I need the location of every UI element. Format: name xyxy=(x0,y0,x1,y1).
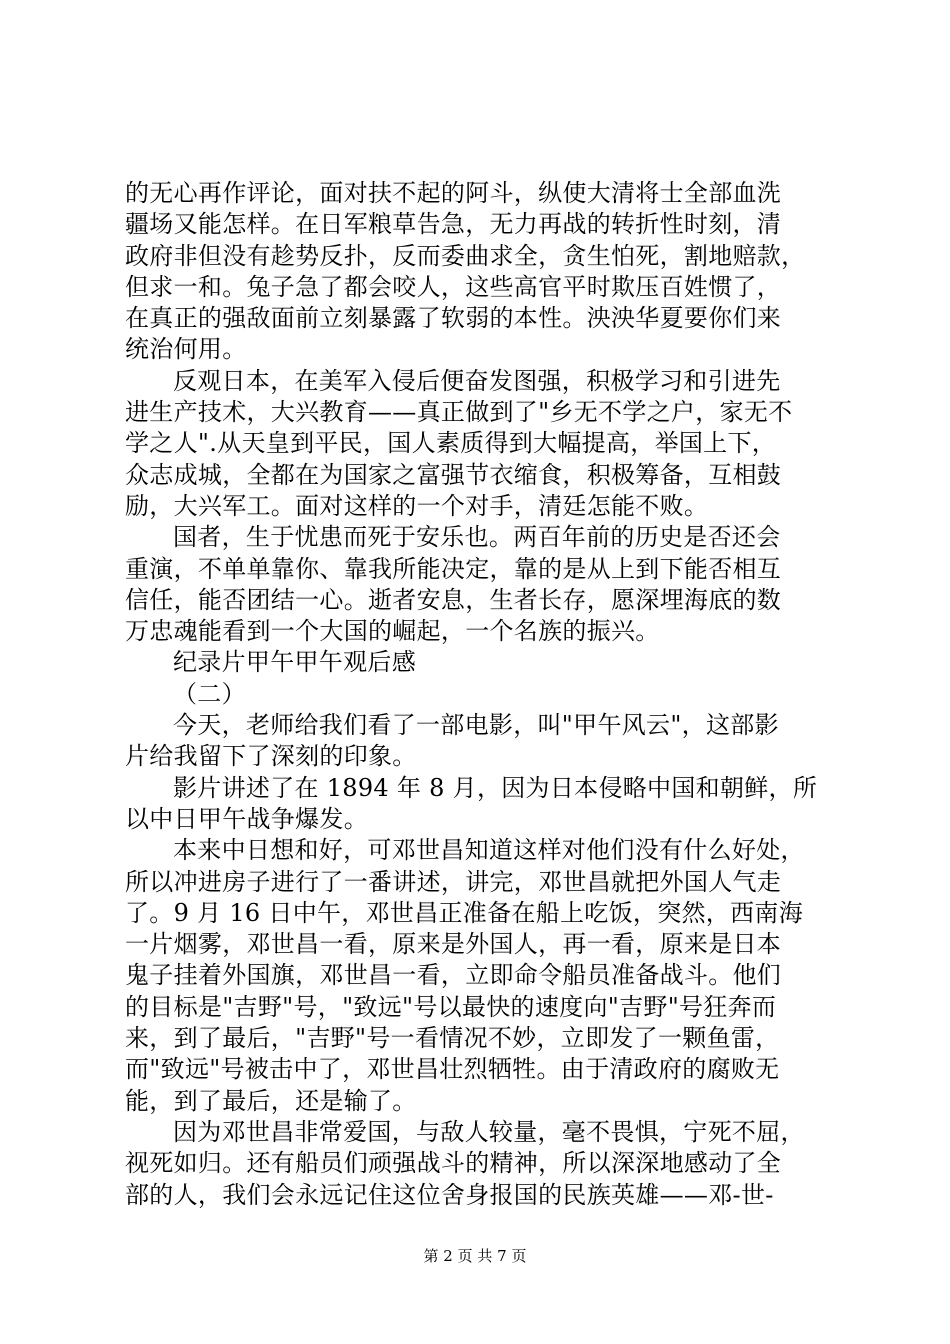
text-line: 影片讲述了在 1894 年 8 月，因为日本侵略中国和朝鲜，所 xyxy=(173,773,818,802)
text-line: 进生产技术，大兴教育——真正做到了"乡无不学之户，家无不 xyxy=(125,398,793,427)
text-line: 片给我留下了深刻的印象。 xyxy=(125,742,417,771)
text-line: 学之人".从天皇到平民，国人素质得到大幅提高，举国上下， xyxy=(125,429,777,458)
text-line: 统治何用。 xyxy=(125,335,247,364)
text-line: 以中日甲午战争爆发。 xyxy=(125,804,368,833)
text-line: 政府非但没有趁势反扑，反而委曲求全，贪生怕死，割地赔款， xyxy=(125,241,806,270)
paragraph-battle xyxy=(125,835,835,1117)
text-line: 但求一和。兔子急了都会咬人，这些高官平时欺压百姓惯了， xyxy=(125,272,782,301)
paragraph-japan xyxy=(125,366,835,522)
text-line: 所以冲进房子进行了一番讲述，讲完，邓世昌就把外国人气走 xyxy=(125,867,782,896)
paragraph-continuation xyxy=(125,178,835,366)
text-line: （二） xyxy=(173,679,246,708)
text-line: 来，到了最后，"吉野"号一看情况不妙，立即发了一颗鱼雷， xyxy=(125,1024,780,1053)
text-line: 本来中日想和好，可邓世昌知道这样对他们没有什么好处， xyxy=(173,836,805,865)
text-line: 部的人，我们会永远记住这位舍身报国的民族英雄——邓-世- xyxy=(125,1180,774,1209)
text-line: 能，到了最后，还是输了。 xyxy=(125,1086,417,1115)
paragraph-nation xyxy=(125,522,835,647)
text-line: 而"致远"号被击中了，邓世昌壮烈牺牲。由于清政府的腐败无 xyxy=(125,1055,780,1084)
document-body xyxy=(125,178,835,1211)
paragraph-movie xyxy=(125,710,835,773)
text-line: 在真正的强敌面前立刻暴露了软弱的本性。泱泱华夏要你们来 xyxy=(125,304,782,333)
text-line: 疆场又能怎样。在日军粮草告急，无力再战的转折性时刻，清 xyxy=(125,210,782,239)
text-line: 视死如归。还有船员们顽强战斗的精神，所以深深地感动了全 xyxy=(125,1149,782,1178)
text-line: 一片烟雾，邓世昌一看，原来是外国人，再一看，原来是日本 xyxy=(125,930,782,959)
text-line: 万忠魂能看到一个大国的崛起，一个名族的振兴。 xyxy=(125,617,660,646)
text-line: 众志成城，全都在为国家之富强节衣缩食，积极筹备，互相鼓 xyxy=(125,460,782,489)
text-line: 因为邓世昌非常爱国，与敌人较量，毫不畏惧，宁死不屈， xyxy=(173,1117,805,1146)
page-footer: 第 2 页 共 7 页 xyxy=(423,1247,527,1265)
text-line: 的无心再作评论，面对扶不起的阿斗，纵使大清将士全部血洗 xyxy=(125,179,782,207)
text-line: 今天，老师给我们看了一部电影，叫"甲午风云"，这部影 xyxy=(173,711,779,740)
section-number xyxy=(125,679,835,710)
text-line: 信任，能否团结一心。逝者安息，生者长存，愿深埋海底的数 xyxy=(125,585,782,614)
paragraph-plot xyxy=(125,773,835,836)
text-line: 了。9 月 16 日中午，邓世昌正准备在船上吃饭，突然，西南海 xyxy=(125,898,803,927)
text-line: 励，大兴军工。面对这样的一个对手，清廷怎能不败。 xyxy=(125,491,709,520)
text-line: 的目标是"吉野"号，"致远"号以最快的速度向"吉野"号狂奔而 xyxy=(125,992,777,1021)
text-line: 反观日本，在美军入侵后便奋发图强，积极学习和引进先 xyxy=(173,366,781,395)
paragraph-hero xyxy=(125,1117,835,1211)
text-line: 鬼子挂着外国旗，邓世昌一看，立即命令船员准备战斗。他们 xyxy=(125,961,782,990)
text-line: 重演，不单单靠你、靠我所能决定，靠的是从上到下能否相互 xyxy=(125,554,782,583)
text-line: 国者，生于忧患而死于安乐也。两百年前的历史是否还会 xyxy=(173,523,781,552)
text-line: 纪录片甲午甲午观后感 xyxy=(173,648,416,677)
section-title xyxy=(125,647,835,678)
